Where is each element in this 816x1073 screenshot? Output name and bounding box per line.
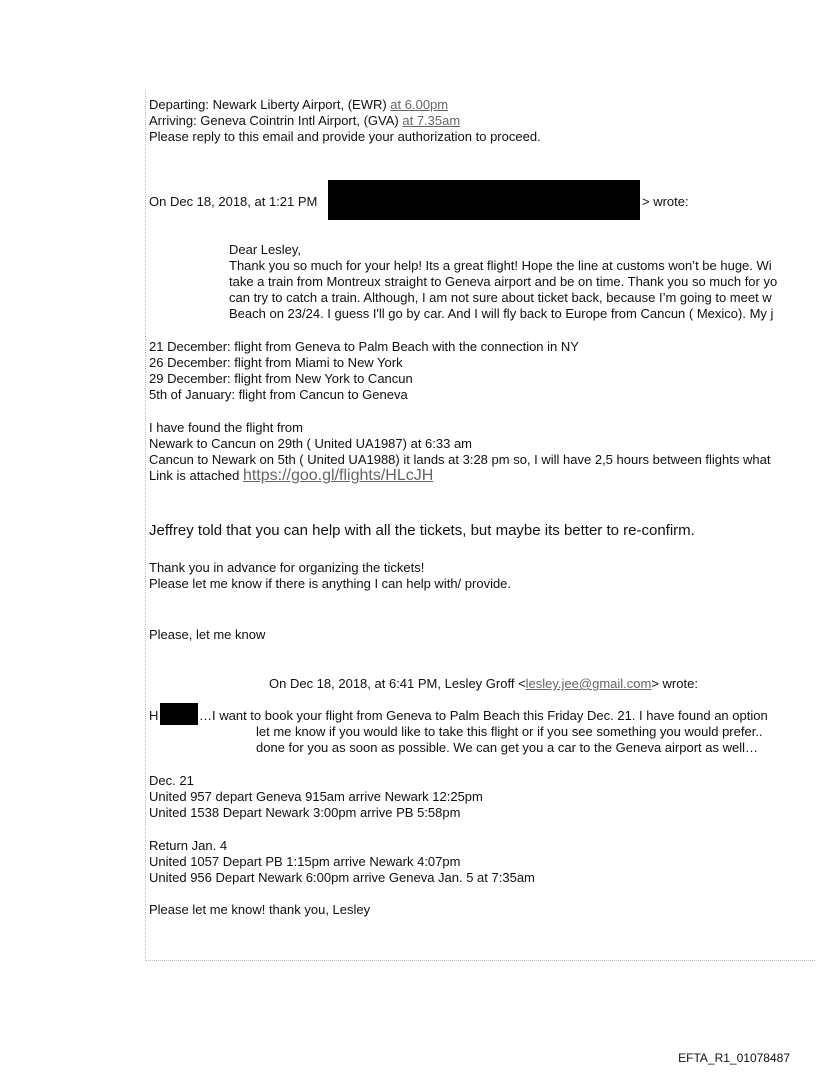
departing-time-link[interactable]: at 6.00pm [390,97,449,112]
return-line: United 956 Depart Newark 6:00pm arrive Geneva Jan. 5 at 7:35am [149,870,535,885]
greeting: Dear Lesley, [229,242,302,257]
document-id: EFTA_R1_01078487 [678,1051,790,1065]
schedule-item: 26 December: flight from Miami to New York [149,355,403,370]
outbound-line: United 957 depart Geneva 915am arrive Newark 12:25pm [149,789,483,804]
body-line: Beach on 23/24. I guess I'll go by car. And I will fly back to Europe from Cancun ( Mexico). My j [229,306,774,321]
redaction-block [328,180,640,220]
arriving-line: Arriving: Geneva Cointrin Intl Airport, (GVA) at 7.35am [149,113,461,128]
return-line: United 1057 Depart PB 1:15pm arrive Newark 4:07pm [149,854,461,869]
jeffrey-line: Jeffrey told that you can help with all the tickets, but maybe its better to re-confirm. [149,522,695,539]
quote2-line: done for you as soon as possible. We can get you a car to the Geneva airport as well… [256,740,758,755]
reply-line: Please reply to this email and provide your authorization to proceed. [149,129,541,144]
quote2-header: On Dec 18, 2018, at 6:41 PM, Lesley Groff <lesley.jee@gmail.com> wrote: [269,676,698,691]
return-line: Return Jan. 4 [149,838,228,853]
thanks-line: Please let me know if there is anything I can help with/ provide. [149,576,512,591]
departing-line: Departing: Newark Liberty Airport, (EWR) at 6.00pm [149,97,449,112]
flights-link[interactable]: https://goo.gl/flights/HLcJH [242,467,434,484]
schedule-item: 5th of January: flight from Cancun to Geneva [149,387,408,402]
body-line: Thank you so much for your help! Its a great flight! Hope the line at customs won’t be huge. Wi [229,258,772,273]
thanks-line: Thank you in advance for organizing the tickets! [149,560,425,575]
found-line: Newark to Cancun on 29th ( United UA1987) at 6:33 am [149,436,473,451]
body-line: take a train from Montreux straight to Geneva airport and be on time. Thank you so much for yo [229,274,778,289]
quote1-header-prefix: On Dec 18, 2018, at 1:21 PM [149,194,318,209]
quote2-line: …I want to book your flight from Geneva to Palm Beach this Friday Dec. 21. I have found an option [199,708,768,723]
link-line: Link is attached https://goo.gl/flights/HLcJH [149,467,434,484]
h-letter: H [149,708,159,723]
quote2-line: let me know if you would like to take this flight or if you see something you would prefer.. [256,724,763,739]
let-me-know: Please, let me know [149,627,266,642]
signoff: Please let me know! thank you, Lesley [149,902,371,917]
found-line: Cancun to Newark on 5th ( United UA1988) it lands at 3:28 pm so, I will have 2,5 hours between flights what [149,452,771,467]
email-link[interactable]: lesley.jee@gmail.com [525,676,652,691]
outbound-line: Dec. 21 [149,773,194,788]
body-line: can try to catch a train. Although, I am not sure about ticket back, because I’m going to meet w [229,290,772,305]
schedule-item: 21 December: flight from Geneva to Palm Beach with the connection in NY [149,339,579,354]
redaction-block [160,703,198,725]
schedule-item: 29 December: flight from New York to Cancun [149,371,413,386]
arriving-time-link[interactable]: at 7.35am [402,113,461,128]
found-line: I have found the flight from [149,420,303,435]
quote1-header-suffix: > wrote: [642,194,689,209]
outbound-line: United 1538 Depart Newark 3:00pm arrive PB 5:58pm [149,805,461,820]
